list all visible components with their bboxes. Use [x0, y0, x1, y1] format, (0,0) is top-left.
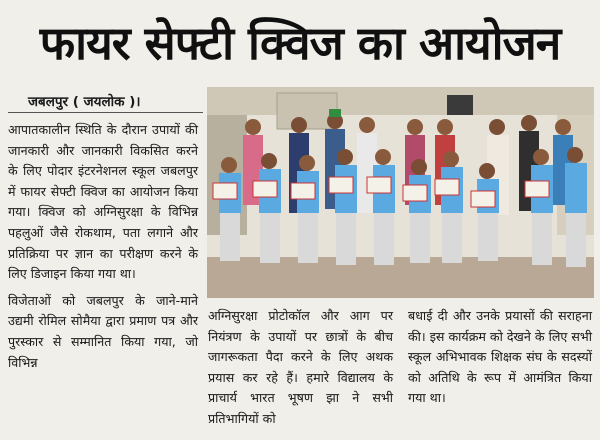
news-photo — [207, 87, 594, 298]
paragraph-2: विजेताओं को जबलपुर के जाने-माने उद्यमी रोमिल सोमैया द्वारा प्रमाण पत्र और पुरस्कार से सम्मानित किया गया, जो विभिन्न — [8, 292, 198, 370]
paragraph-4: बधाई दी और उनके प्रयासों की सराहना की। इस कार्यक्रम को देखने के लिए सभी स्कूल अभिभावक शिक्षक संघ के सदस्यों को अतिथि के रूप में आमंत्रित किया गया था। — [408, 308, 592, 406]
headline: फायर सेफ्टी क्विज का आयोजन — [39, 16, 561, 70]
article-column-right — [408, 306, 592, 409]
paragraph-1: आपातकालीन स्थिति के दौरान उपायों की जानकारी और जानकारी विकसित करने के लिए पोदार इंटरनेशनल स्कूल जबलपुर में फायर सेफ्टी क्विज का आयोजन किया गया। क्विज को अग्निसुरक्षा के विभिन्न पहलुओं जैसे रोकथाम, पता लगाने और प्रतिक्रिया पर ज्ञान का परीक्षण करने के लिए डिजाइन किया गया था। — [8, 122, 198, 282]
dateline-divider — [8, 112, 203, 113]
dateline: जबलपुर ( जयलोक )। — [28, 94, 141, 110]
article-column-middle — [208, 306, 393, 430]
paragraph-3: अग्निसुरक्षा प्रोटोकॉल और आग पर नियंत्रण के उपायों पर छात्रों के बीच जागरूकता पैदा करने के लिए अथक प्रयास कर रहे हैं। हमारे विद्यालय के प्राचार्य भारत भूषण झा ने सभी प्रतिभागियों को — [208, 308, 393, 426]
article-column-left — [8, 120, 198, 373]
